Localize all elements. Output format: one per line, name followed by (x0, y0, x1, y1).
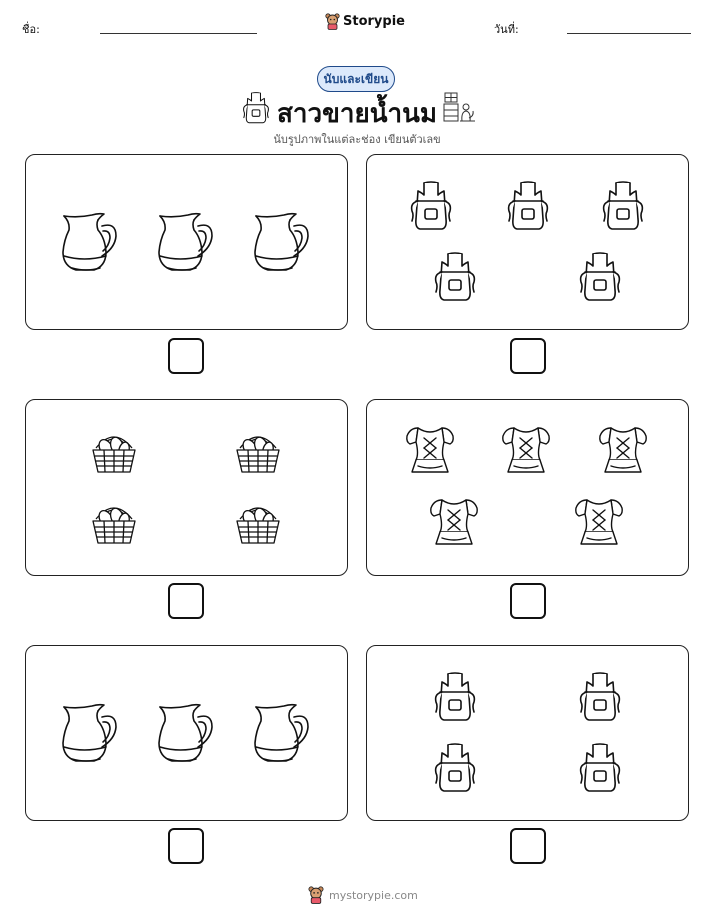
instructions: นับรูปภาพในแต่ละช่อง เขียนตัวเลข (273, 133, 441, 146)
apron-icon (577, 670, 623, 728)
date-write-line[interactable] (567, 33, 691, 34)
counting-card-3 (25, 399, 348, 576)
brand-name: Storypie (343, 14, 405, 29)
worksheet-type-badge: นับและเขียน (317, 66, 395, 92)
apron-icon (600, 179, 646, 237)
storypie-mascot-icon (325, 13, 340, 30)
bodice-dress-icon (428, 496, 480, 552)
bodice-dress-icon (500, 424, 552, 480)
apron-icon (505, 179, 551, 237)
answer-box-5[interactable] (168, 828, 204, 864)
worksheet-title: สาวขายน้ำนม (277, 99, 437, 129)
brand-logo (325, 13, 405, 30)
answer-box-6[interactable] (510, 828, 546, 864)
milk-jug-icon (250, 701, 312, 769)
answer-box-4[interactable] (510, 583, 546, 619)
footer (308, 886, 418, 904)
milkmaid-kitchen-icon (442, 90, 476, 128)
footer-url: mystorypie.com (329, 888, 418, 902)
bodice-dress-icon (404, 424, 456, 480)
bread-basket-icon (234, 497, 282, 551)
bread-basket-icon (90, 497, 138, 551)
storypie-mascot-icon (308, 886, 324, 904)
apron-icon (432, 250, 478, 308)
milk-jug-icon (58, 701, 120, 769)
milk-jug-icon (58, 210, 120, 278)
bread-basket-icon (90, 426, 138, 480)
name-label: ชื่อ: (22, 23, 40, 36)
answer-box-3[interactable] (168, 583, 204, 619)
name-write-line[interactable] (100, 33, 257, 34)
answer-box-2[interactable] (510, 338, 546, 374)
milk-jug-icon (154, 701, 216, 769)
counting-card-6 (366, 645, 689, 821)
bodice-dress-icon (597, 424, 649, 480)
answer-box-1[interactable] (168, 338, 204, 374)
apron-icon (432, 670, 478, 728)
bread-basket-icon (234, 426, 282, 480)
apron-icon (408, 179, 454, 237)
apron-icon (577, 250, 623, 308)
apron-icon (432, 741, 478, 799)
milk-jug-icon (154, 210, 216, 278)
milk-jug-icon (250, 210, 312, 278)
bodice-dress-icon (573, 496, 625, 552)
date-label: วันที่: (494, 23, 519, 36)
apron-icon (577, 741, 623, 799)
